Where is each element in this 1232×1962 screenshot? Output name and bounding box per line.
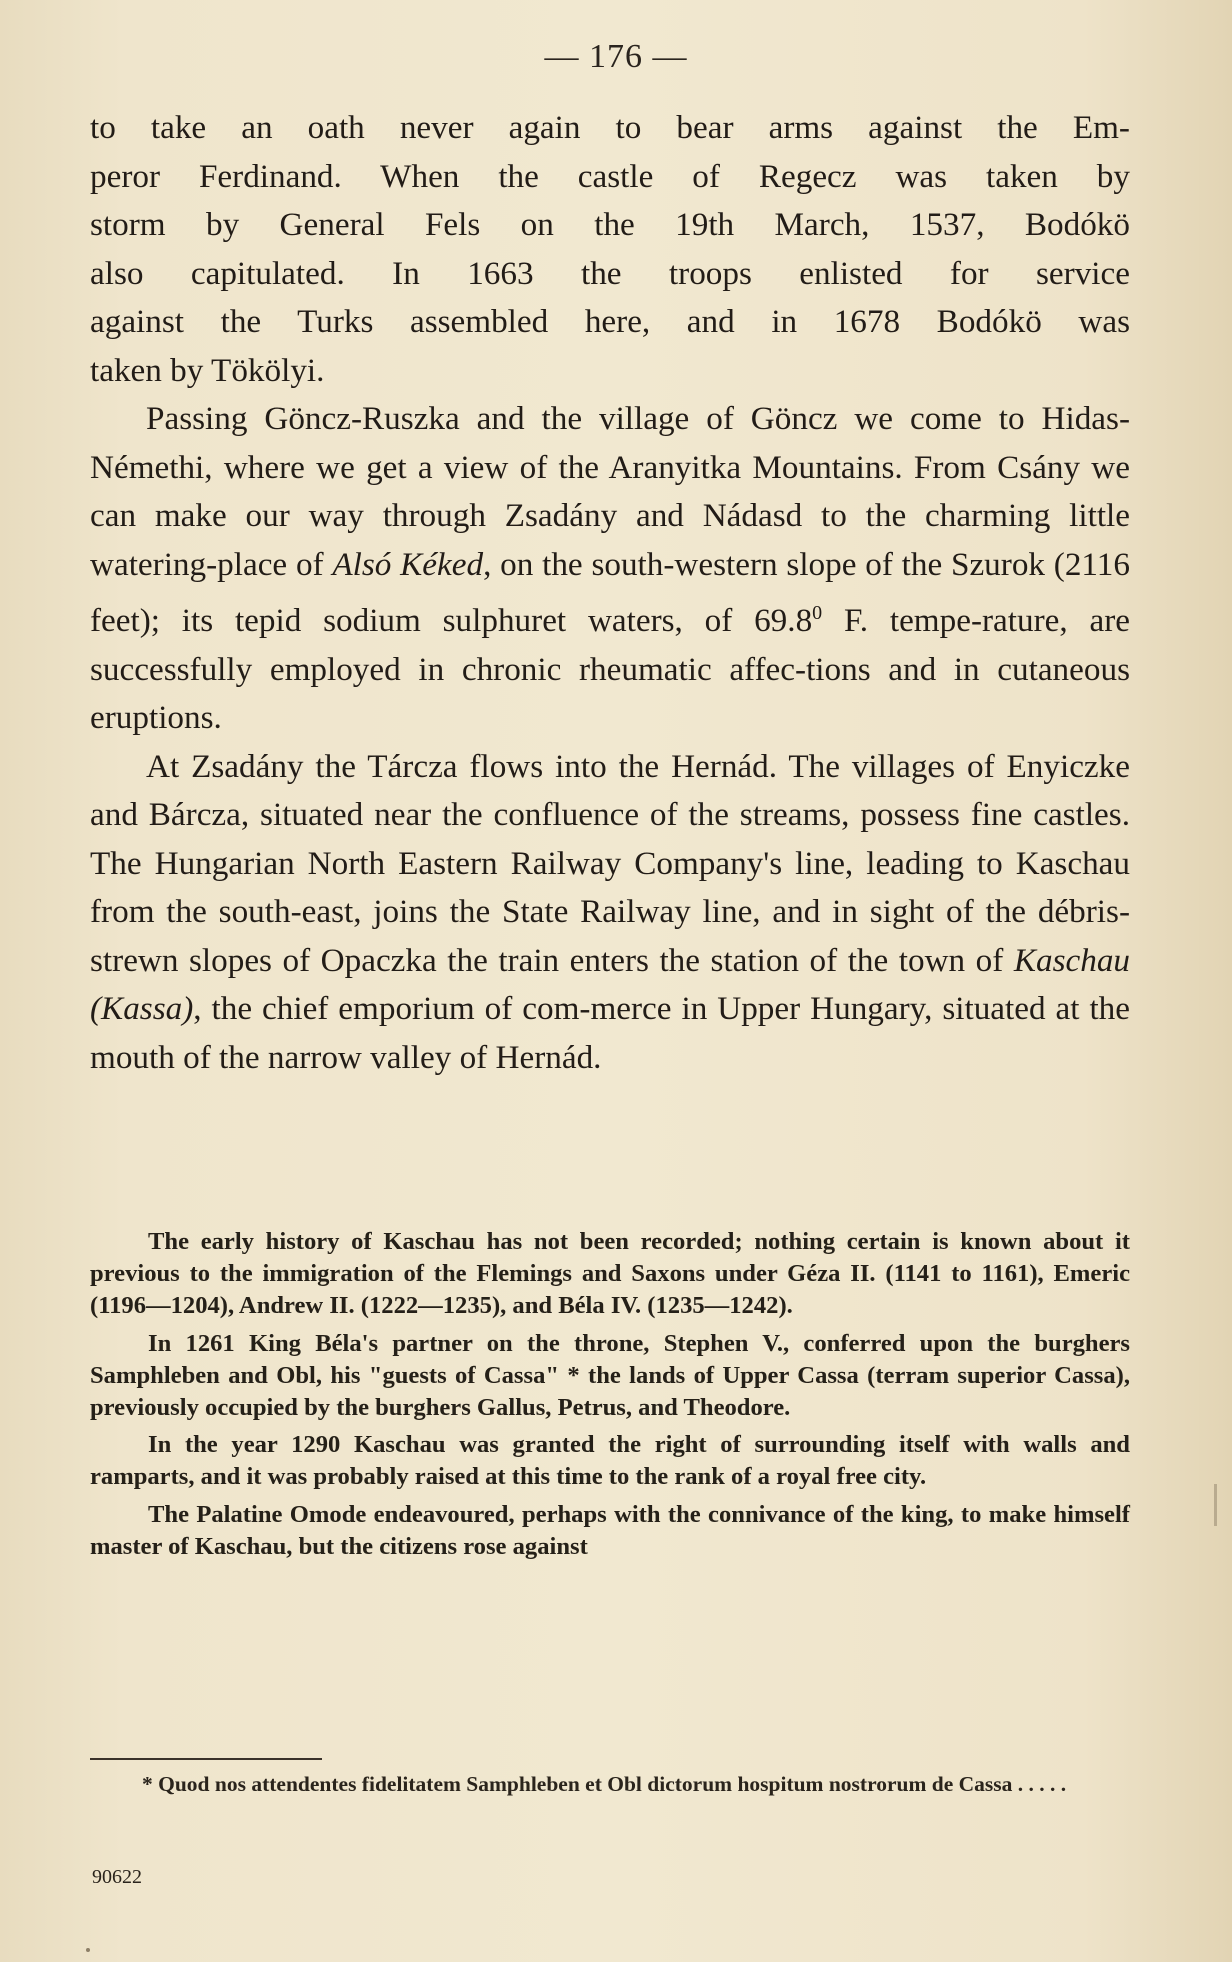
paragraph-3 (90, 743, 1130, 1083)
printer-code: 90622 (92, 1866, 142, 1888)
paragraph-1-line-4: also capitulated. In 1663 the troops enlisted for service (90, 254, 1130, 292)
main-text-block (90, 104, 1130, 1082)
margin-mark (1214, 1484, 1217, 1526)
small-print-block (90, 1226, 1130, 1568)
footnote-text: * Quod nos attendentes fidelitatem Samphleben et Obl dictorum hospitum nostrorum de Cassa . . . . . (142, 1772, 1067, 1796)
small-paragraph-3: In the year 1290 Kaschau was granted the right of surrounding itself with walls and ramparts, and it was probably raised at this time to the rank of a royal free city. (90, 1431, 1130, 1491)
degree-superscript: 0 (812, 602, 823, 624)
paragraph-1-line-2: peror Ferdinand. When the castle of Regecz was taken by (90, 157, 1130, 195)
paper-speck (86, 1948, 90, 1952)
paragraph-3-text-a: At Zsadány the Tárcza flows into the Hernád. The villages of Enyiczke and Bárcza, situated near the confluence of the streams, possess fine castles. The Hungarian North Eastern Railway Company's line, leading to Kaschau from the south-east, joins the State Railway line, and in sight of the débris-strewn slopes of Opaczka the train enters the station of the town of (90, 747, 1130, 979)
paragraph-1-line-3: storm by General Fels on the 19th March, 1537, Bodókö (90, 206, 1130, 243)
footnote (90, 1770, 1130, 1798)
paragraph-1-line-5: against the Turks assembled here, and in 1678 Bodókö was (90, 303, 1130, 340)
paragraph-1-line-6: taken by Tökölyi. (90, 351, 325, 389)
paragraph-1-line-1: to take an oath never again to bear arms against the Em- (90, 109, 1130, 146)
place-name-kaschau: Kaschau (Kassa) (90, 941, 1130, 1028)
paragraph-3-text-b: , the chief emporium of com-merce in Upper Hungary, situated at the mouth of the narrow valley of Hernád. (90, 990, 1130, 1076)
paragraph-2-text-a: Passing Göncz-Ruszka and the village of Göncz we come to Hidas-Némethi, where we get a view of the Aranyitka Mountains. From Csány we can make our way through Zsadány and Nádasd to the charming little watering-place of (90, 400, 1130, 583)
page-number: — 176 — (544, 38, 688, 75)
place-name-also-keked: Alsó Kéked (332, 545, 484, 583)
small-paragraph-2: In 1261 King Béla's partner on the throne, Stephen V., conferred upon the burghers Samphleben and Obl, his "guests of Cassa" * the lands of Upper Cassa (terram superior Cassa), previously occupied by the burghers Gallus, Petrus, and Theodore. (90, 1329, 1130, 1422)
paragraph-2-text-b: , on the south-western slope of the Szurok (2116 feet); its tepid sodium sulphuret waters, of 69.8 (90, 545, 1130, 640)
footnote-divider (90, 1758, 322, 1760)
paragraph-2-text-c: F. tempe-rature, are successfully employed in chronic rheumatic affec-tions and in cutaneous eruptions. (90, 602, 1130, 737)
small-paragraph-1: The early history of Kaschau has not been recorded; nothing certain is known about it previous to the immigration of the Flemings and Saxons under Géza II. (1141 to 1161), Emeric (1196—1204), Andrew II. (1222—1235), and Béla IV. (1235—1242). (90, 1228, 1130, 1320)
paragraph-2 (90, 395, 1130, 743)
small-paragraph-4: The Palatine Omode endeavoured, perhaps with the connivance of the king, to make himself master of Kaschau, but the citizens rose against (90, 1500, 1130, 1560)
